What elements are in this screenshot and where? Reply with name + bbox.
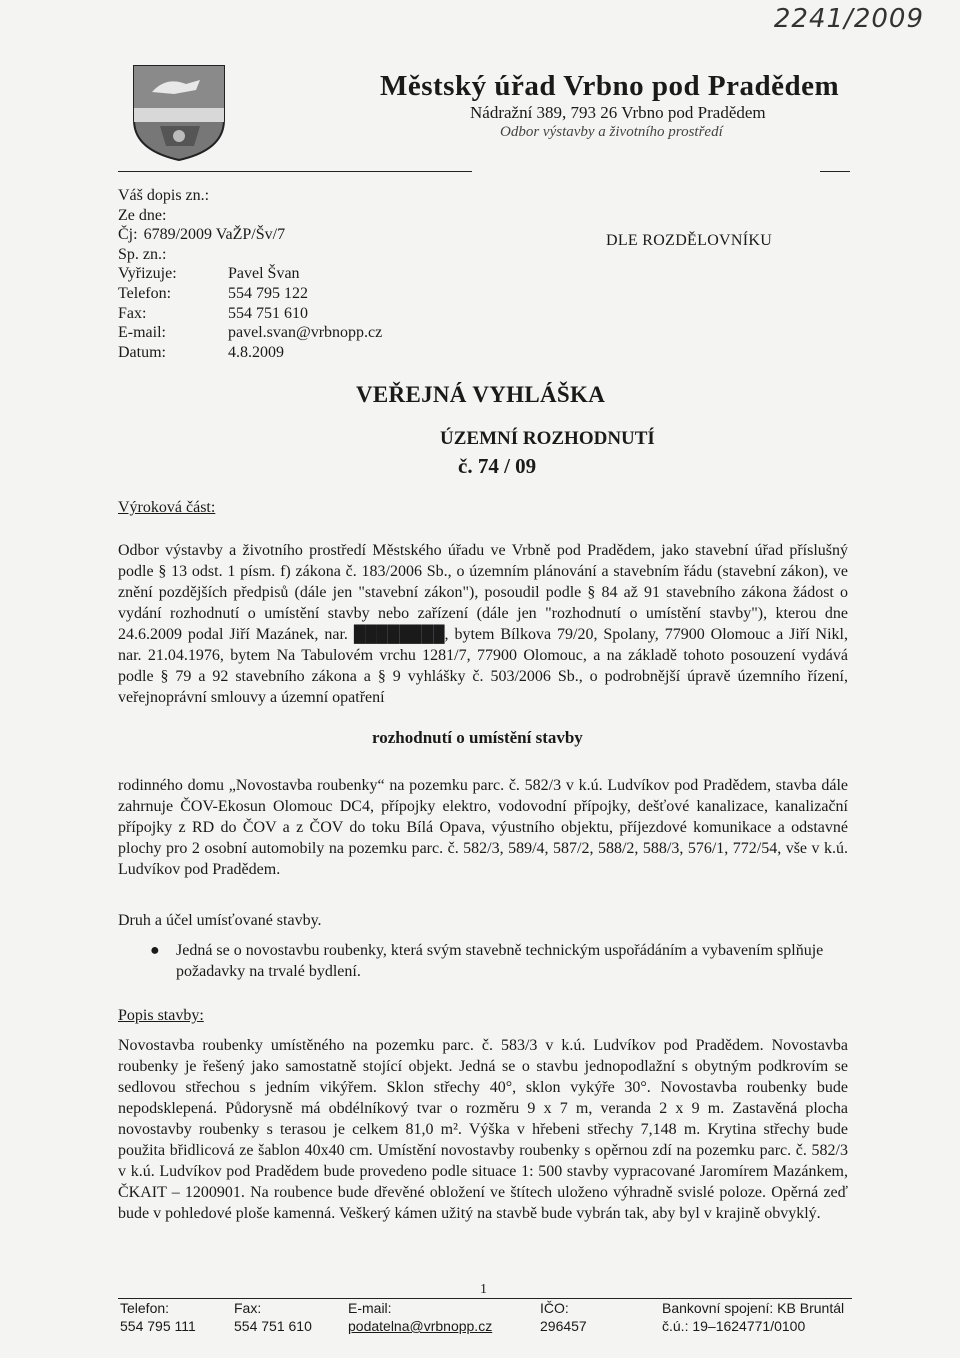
- type-heading: Druh a účel umísťované stavby.: [118, 912, 322, 929]
- meta-row: [118, 186, 382, 206]
- meta-value: Pavel Švan: [228, 265, 300, 283]
- footer-email-link[interactable]: podatelna@vrbnopp.cz: [348, 1318, 493, 1334]
- public-notice-heading: VEŘEJNÁ VYHLÁŠKA: [356, 382, 606, 407]
- meta-row: [118, 284, 382, 304]
- reference-metadata: [118, 186, 382, 362]
- footer-fax: [234, 1299, 312, 1335]
- meta-value: pavel.svan@vrbnopp.cz: [228, 324, 383, 342]
- description-text: Novostavba roubenky umístěného na pozemku parc. č. 583/3 v k.ú. Ludvíkov pod Pradědem. Novostavba roubenky je řešený jako samostatně stojící objekt. Jedná se o stavbu jednopodlažní s obytným podkrovím se sedlovou střechou s jedním vikýřem. Sklon střechy 40°, sklon vykýře 30°. Novostavba roubenky bude nepodsklepená. Půdorysně má obdélníkový tvar o rozměru 9 x 7 m, veranda 2 x 9 m. Zastavěná plocha novostavby roubenky s terasou je celkem 81,0 m². Výška v hřebeni střechy 7,148 m. Krytina střechy bude použita břidlicová ze šablon 40x40 cm. Umístění novostavby roubenky s opěrnou zdí na pozemku parc. č. 582/3 v k.ú. Ludvíkov pod Pradědem bude provedeno podle situace 1: 500 stavby vypracované Jaromírem Mazánkem, ČKAIT – 1200901. Na roubence bude dřevěné obložení ve štítech uloženo výhradně svislé poloze. Opěrná zeď bude v pohledové ploše kamenná. Veškerý kámen užitý na stavbě bude vybrán tak, aby byl v krajině obvyklý.: [118, 1037, 848, 1222]
- footer-ico: [540, 1299, 587, 1335]
- meta-label: Váš dopis zn.:: [118, 187, 210, 204]
- office-address: Nádražní 389, 793 26 Vrbno pod Pradědem: [470, 103, 766, 122]
- footer-bank-label: Bankovní spojení: KB Bruntál: [662, 1300, 845, 1316]
- header-rule-right: [820, 171, 850, 172]
- meta-value: 4.8.2009: [228, 343, 284, 361]
- type-bullet-text: Jedná se o novostavbu roubenky, která svým stavebně technickým uspořádáním a vybavením splňuje požadavky na trvalé bydlení.: [176, 942, 824, 980]
- footer-phone: [120, 1299, 196, 1335]
- section-label: Výroková část:: [118, 499, 216, 516]
- intro-text: Odbor výstavby a životního prostředí Městského úřadu ve Vrbně pod Pradědem, jako stavební úřad příslušný podle § 13 odst. 1 písm. f) zákona č. 183/2006 Sb., o územním plánování a stavebním řádu (stavební zákon), ve znění pozdějších předpisů (dále jen "stavební zákon"), posoudil podle § 84 až 91 stavebního zákona žádost o vydání rozhodnutí o umístění stavby nebo zařízení (dále jen "rozhodnutí o umístění stavby"), kterou dne 24.6.2009 podal Jiří Mazánek, nar. ████████, bytem Bílkova 79/20, Spolany, 77900 Olomouc a Jiří Nikl, nar. 21.04.1976, bytem Na Tabulovém vrchu 1281/7, 77900 Olomouc, a na základě tohoto posouzení vydává podle § 79 a 92 stavebního zákona a § 9 vyhlášky č. 503/2006 Sb., o podrobnější úpravě územního řízení, veřejnoprávní smlouvy a územní opatření: [118, 542, 848, 706]
- decision-title: ÚZEMNÍ ROZHODNUTÍ: [440, 428, 655, 449]
- footer-phone-value: 554 795 111: [120, 1318, 196, 1334]
- description-paragraph: [118, 1035, 848, 1224]
- meta-row: [118, 245, 382, 265]
- meta-row: [118, 264, 382, 284]
- handwritten-reference: 2241/2009: [773, 4, 924, 34]
- placement-paragraph: [118, 775, 848, 880]
- office-department: Odbor výstavby a životního prostředí: [500, 124, 723, 140]
- footer-phone-label: Telefon:: [120, 1300, 170, 1316]
- footer-ico-label: IČO:: [540, 1300, 569, 1316]
- addressee: DLE ROZDĚLOVNÍKU: [606, 232, 773, 249]
- meta-label: Vyřizuje:: [118, 265, 177, 283]
- footer-fax-label: Fax:: [234, 1300, 262, 1316]
- meta-label: Ze dne:: [118, 206, 167, 224]
- meta-row: [118, 343, 382, 363]
- footer-email-label: E-mail:: [348, 1300, 392, 1316]
- meta-label: Čj:: [118, 226, 138, 244]
- decision-number: č. 74 / 09: [458, 454, 537, 478]
- meta-label: Telefon:: [118, 284, 172, 302]
- meta-label: E-mail:: [118, 324, 166, 342]
- placement-text: rodinného domu „Novostavba roubenky“ na pozemku parc. č. 582/3 v k.ú. Ludvíkov pod Pradědem, stavba dále zahrnuje ČOV-Ekosun Olomouc DC4, přípojky elektro, vodovodní přípojky, dešťové kanalizace, kanalizační přípojky z RD do ČOV a z ČOV do toku Bílá Opava, výustního objektu, příjezdové komunikace a odstavné plochy pro 2 osobní automobily na pozemku parc. č. 582/3, 589/4, 587/2, 588/2, 588/3, 576/1, 772/54, vše v k.ú. Ludvíkov pod Pradědem.: [118, 777, 848, 878]
- description-heading: Popis stavby:: [118, 1007, 204, 1024]
- meta-row: [118, 225, 382, 245]
- footer-ico-value: 296457: [540, 1318, 587, 1334]
- meta-value: 6789/2009 VaŽP/Šv/7: [143, 226, 286, 244]
- footer-fax-value: 554 751 610: [234, 1318, 312, 1334]
- meta-row: [118, 206, 382, 226]
- meta-value: 554 795 122: [228, 284, 308, 302]
- meta-label: Datum:: [118, 343, 166, 361]
- town-coat-of-arms-logo: [130, 62, 228, 162]
- decision-heading: rozhodnutí o umístění stavby: [372, 728, 583, 747]
- bullet-icon: ●: [150, 942, 160, 959]
- meta-label: Fax:: [118, 304, 147, 322]
- footer-email: [348, 1299, 492, 1335]
- type-bullet-item: [150, 940, 850, 982]
- intro-paragraph: [118, 540, 848, 708]
- footer-bank: [662, 1299, 844, 1335]
- header-rule-left: [118, 171, 472, 172]
- office-title: Městský úřad Vrbno pod Pradědem: [380, 70, 840, 102]
- page-number: 1: [480, 1282, 487, 1297]
- meta-label: Sp. zn.:: [118, 245, 167, 263]
- meta-row: [118, 323, 382, 343]
- meta-value: 554 751 610: [228, 304, 308, 322]
- footer-bank-account: č.ú.: 19–1624771/0100: [662, 1318, 806, 1334]
- meta-row: [118, 304, 382, 324]
